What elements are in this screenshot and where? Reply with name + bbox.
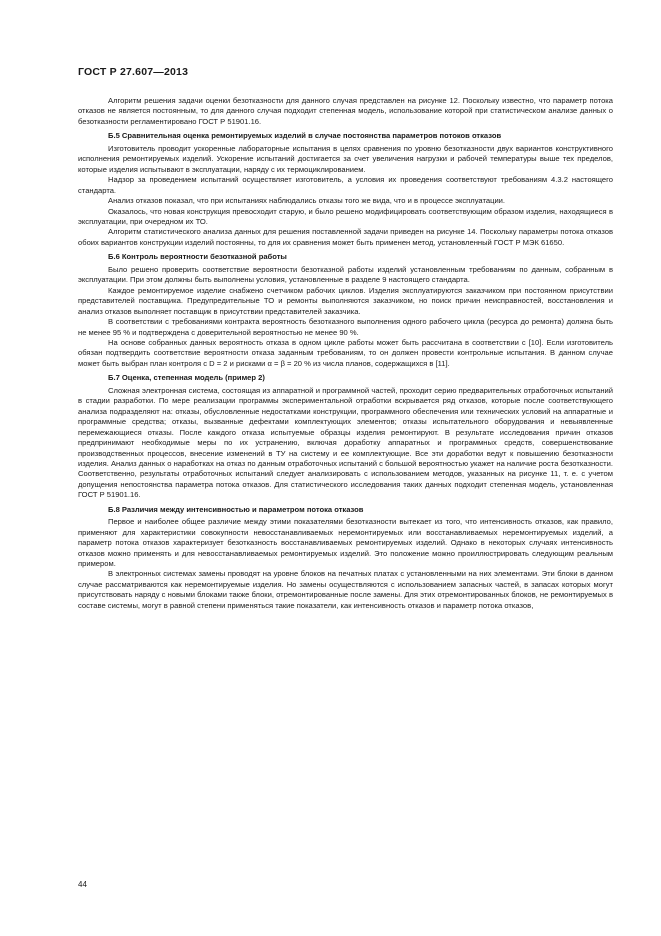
paragraph: На основе собранных данных вероятность отказа в одном цикле работы может быть рассчитана в соответствии с [10]. Если изготовитель обязан подтвердить соответствие вероятности отказа заданным требованиям, то он должен провести контрольные испытания. В данном случае может быть выбран план контроля с D = 2 и рисками α = β = 20 % из числа планов, содержащихся в [11]. — [78, 337, 613, 368]
paragraph: Алгоритм статистического анализа данных для решения поставленной задачи приведен на рисунке 14. Поскольку параметры потока отказов обоих вариантов конструкции изделий постоянны, то для их сравнения может быть применен метод, установленный ГОСТ Р МЭК 61650. — [78, 227, 613, 247]
section-heading: Б.7 Оценка, степенная модель (пример 2) — [108, 373, 265, 383]
paragraph: Оказалось, что новая конструкция превосходит старую, и было решено модифицировать соответствующим образом изделия, находящиеся в эксплуатации, при очередном их ТО. — [78, 206, 613, 226]
section-heading: Б.5 Сравнительная оценка ремонтируемых изделий в случае постоянства параметров потоков отказов — [108, 131, 502, 141]
document-header: ГОСТ Р 27.607—2013 — [78, 66, 189, 78]
paragraph: В соответствии с требованиями контракта вероятность безотказного выполнения одного рабочего цикла (ресурса до ремонта) должна быть не менее 95 % и подтверждена с доверительной вероятностью не менее 90 %. — [78, 317, 613, 337]
paragraph: Алгоритм решения задачи оценки безотказности для данного случая представлен на рисунке 12. Поскольку известно, что параметр потока отказов не является постоянным, то для данного случая подходит степенная модель, использование которой при статистическом анализе данных о безотказности регламентировано ГОСТ Р 51901.16. — [78, 96, 613, 126]
paragraph: Первое и наиболее общее различие между этими показателями безотказности вытекает из того, что интенсивность отказов, как правило, применяют для характеристики совокупности невосстанавливаемых неремонтируемых или восстанавливаемых неремонтируемых изделий, а параметр потока отказов характеризует безотказность восстанавливаемых ремонтируемых изделий. Однако в некоторых случаях интенсивность отказов можно применять и для невосстанавливаемых ремонтируемых изделий. Это положение можно проиллюстрировать следующим реальным примером. — [78, 517, 613, 569]
paragraph: В электронных системах замены проводят на уровне блоков на печатных платах с установленными на них элементами. Эти блоки в данном случае рассматриваются как неремонтируемые изделия. Но замены осуществляются с использованием запасных частей, в запасах которых могут присутствовать наряду с новыми блоками также блоки, отремонтированные после замены. Для этих отремонтированных блоков, не ремонтируемых в составе системы, могут в равной степени применяться такие показатели, как интенсивность отказов и параметр потока отказов, — [78, 569, 613, 610]
paragraph: Надзор за проведением испытаний осуществляет изготовитель, а условия их проведения соответствуют требованиям 4.3.2 настоящего стандарта. — [78, 175, 613, 195]
section-heading: Б.8 Различия между интенсивностью и параметром потока отказов — [108, 504, 364, 514]
paragraph: Каждое ремонтируемое изделие снабжено счетчиком рабочих циклов. Изделия эксплуатируются заказчиком при постоянном присутствии представителей поставщика. Предупредительные ТО и ремонты выполняются заказчиком, но поиск причин неисправностей, восстановления и анализ отказов выполняет поставщик в присутствии представителей заказчика. — [78, 285, 613, 316]
page-number: 44 — [78, 880, 87, 889]
document-body — [78, 96, 613, 611]
paragraph: Сложная электронная система, состоящая из аппаратной и программной частей, проходит серию предварительных отработочных испытаний в стадии разработки. По мере реализации программы экспериментальной отработки вскрывается ряд отказов, которые после соответствующего анализа подразделяют на: отказы, обусловленные недостатками конструкции, программного обеспечения или технических условий на аппаратные и программные средства; отказы, вызванные дефектами комплектующих элементов; отказы испытательного оборудования и невыявленные перемежающиеся отказы. После каждого отказа испытуемые образцы изделия ремонтируют. В результате исследования причин отказов предпринимают необходимые меры по их устранению, включая доработку аппаратных и программных средств, совершенствование производственных процессов, внесение изменений в ТУ на систему и ее комплектующие. Все эти доработки ведут к повышению безотказности изделия. Анализ данных о наработках на отказ по данным отработочных испытаний с большой вероятностью укажет на наличие роста безотказности. Соответственно, результаты отработочных испытаний следует анализировать с использованием методов, указанных на рисунке 11, т. е. с учетом допущения непостоянства параметра потока отказов. Для статистического исследования таких данных подходит степенная модель, установленная ГОСТ Р 51901.16. — [78, 385, 613, 500]
paragraph: Было решено проверить соответствие вероятности безотказной работы изделий установленным требованиям по данным, собранным в эксплуатации. При этом должны быть выполнены условия, установленные в разделе 9 настоящего стандарта. — [78, 264, 613, 285]
paragraph: Изготовитель проводит ускоренные лабораторные испытания в целях сравнения по уровню безотказности двух вариантов конструктивного исполнения ремонтируемых изделий. Ускорение испытаний достигается за счет увеличения нагрузки и рабочей температуры выше тех пределов, которые изделия испытывают в эксплуатации, наряду с их термоциклированием. — [78, 143, 613, 174]
section-heading: Б.6 Контроль вероятности безотказной работы — [108, 252, 287, 262]
paragraph: Анализ отказов показал, что при испытаниях наблюдались отказы того же вида, что и в процессе эксплуатации. — [108, 196, 506, 206]
